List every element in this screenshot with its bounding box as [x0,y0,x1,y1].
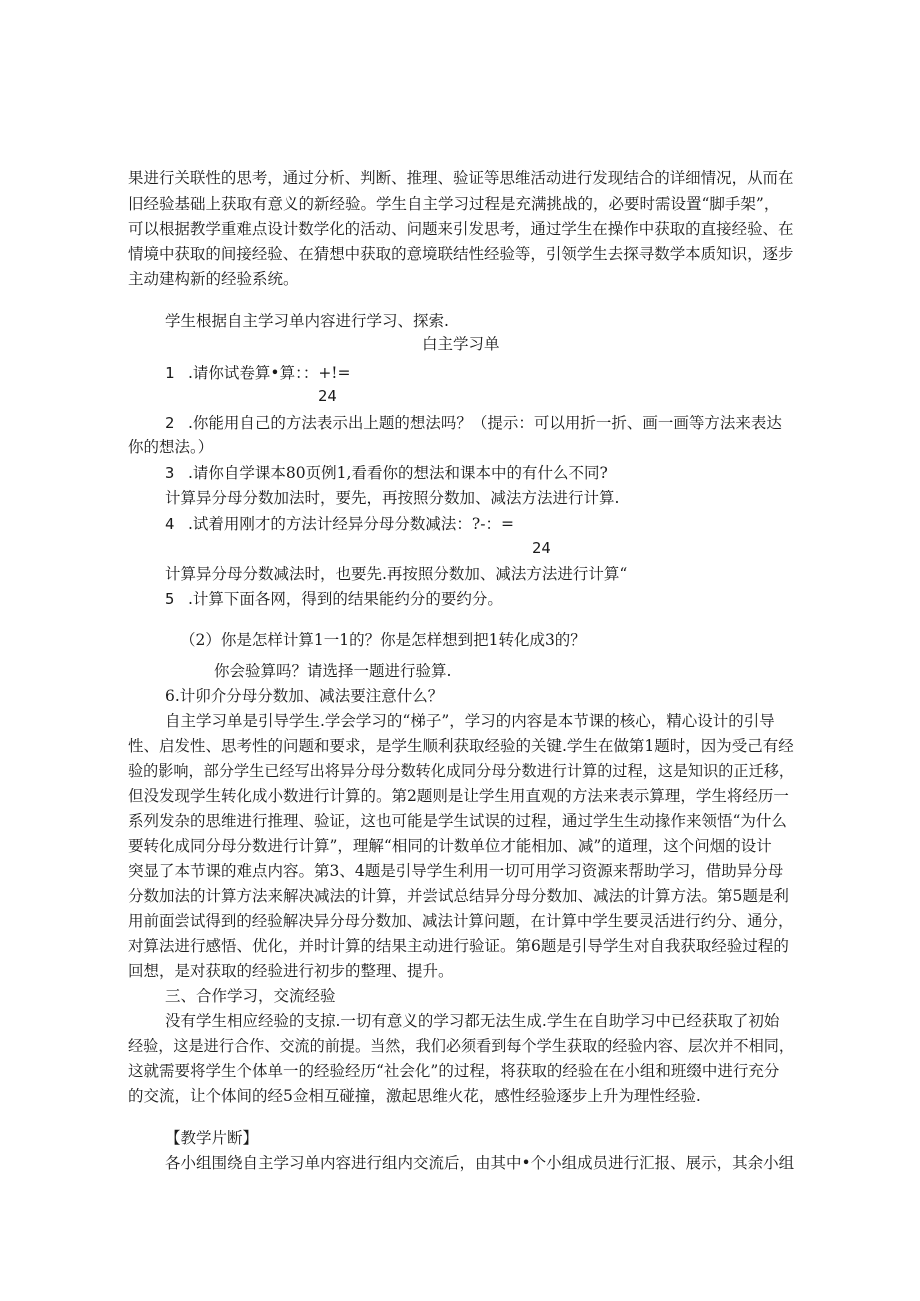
para2-line: 自主学习单是引导学生.学会学习的“梯子”，学习的内容是本节课的核心，精心设计的引导 [165,712,775,730]
para2-line: 系列发杂的思维进行推理、验证，这也可能是学生试误的过程，通过学生生动掾作来领悟“为什么 [128,812,787,830]
q4-follow: 计算异分母分数减法时，也要先.再按照分数加、减法方法进行计算“ [165,565,628,583]
q3-text: .请你自学课本80页例1,看看你的想法和课本中的有什么不同? [188,464,608,482]
q5-verify: 你会验算吗？请选择一题进行验算. [214,662,452,680]
para1-line: 情境中获取的间接经验、在猜想中获取的意境联结性经验等，引领学生去探寻数学本质知识，逐步 [128,245,794,263]
q6-text: 6.计卯介分母分数加、减法要注意什么？ [165,687,444,705]
q1-text: .请你试卷算•算：：+!= [188,364,351,382]
para2-line: 回想，是对获取的经验进行初步的整理、提升。 [128,962,454,980]
para2-line: 要转化成同分母分数进行计算”，理解“相同的计数单位才能相加、减”的道理，这个问烟的设计 [128,837,772,855]
q3-follow: 计算异分母分数加法时，要先，再按照分数加、减法方法进行计算. [165,489,620,507]
q2-text: .你能用自己的方法表示出上题的想法吗？（提示：可以用折一折、画一画等方法来表达 [188,414,782,432]
q5-sub2: （2）你是怎样计算1一1的？你是怎样想到把1转化成3的？ [180,631,586,649]
para2-line: 验的影响，部分学生已经写出将异分母分数转化成同分母分数进行计算的过程，这是知识的正迁移， [128,762,794,780]
para2-line: 突显了本节课的难点内容。第3、4题是引导学生利用一切可用学习资源来帮助学习，借助异分母 [128,862,784,880]
q3-number: 3 [165,464,175,482]
para3-line: 没有学生相应经验的支掠.一切有意义的学习都无法生成.学生在自助学习中已经获取了初始 [165,1012,780,1030]
para1-line: 主动建构新的经验系统。 [128,270,299,288]
para1-line: 可以根据教学重难点设计数学化的活动、问题来引发思考，通过学生在操作中获取的直接经验、在 [128,220,794,238]
q5-text: .计算下面各网，得到的结果能约分的要约分。 [188,590,503,608]
q1-number: 1 [165,364,175,382]
q4-number: 4 [165,515,175,533]
q1-denominator: 24 [318,387,337,405]
para2-line: 分数加法的计算方法来解决减法的计算，并尝试总结异分母分数加、减法的计算方法。第5题是利 [128,887,789,905]
para3-line: 这就需要将学生个体单一的经验经历“社会化”的过程，将获取的经验在在小组和班缀中进行充分 [128,1062,780,1080]
para2-line: 性、启发性、思考性的问题和要求，是学生顺利获取经验的关键.学生在做第1题时，因为受己有经 [128,737,794,755]
para2-line: 但没发现学生转化成小数进行计算的。第2题则是让学生用直观的方法来表示算理，学生将经历一 [128,787,789,805]
q4-denominator: 24 [532,539,551,557]
q5-number: 5 [165,590,175,608]
para2-line: 对算法进行感悟、优化，并时计算的结果主动进行验证。第6题是引导学生对自我获取经验过程的 [128,937,789,955]
q4-text: .试着用刚才的方法计经异分母分数减法：?-：= [188,515,514,533]
para1-line: 果进行关联性的思考，通过分析、判断、推理、验证等思维活动进行发现结合的详细情况，从而在 [128,169,794,187]
para4-line: 各小组围绕自主学习单内容进行组内交流后，由其中•个小组成员进行汇报、展示，其余小组 [165,1154,795,1172]
intro-text: 学生根据自主学习单内容进行学习、探索. [165,312,449,330]
section-heading: 三、合作学习，交流经验 [165,987,336,1005]
worksheet-title: 白主学习单 [422,335,500,353]
para3-line: 的交流，让个体间的经5佥相互碰撞，激起思维火花，感性经验逐步上升为理性经验. [128,1087,701,1105]
para1-line: 旧经验基础上获取有意义的新经验。学生自主学习过程是充满挑战的，必要时需设置“脚手架”， [128,195,780,213]
para2-line: 用前面尝试得到的经验解决异分母分数加、减法计算问题，在计算中学生要灵活进行约分、通分， [128,912,794,930]
fragment-heading: 【教学片断】 [165,1129,259,1147]
q2-number: 2 [165,414,175,432]
q2-text-cont: 你的想法。） [128,438,214,456]
para3-line: 经验，这是进行合作、交流的前提。当然，我们必须看到每个学生获取的经验内容、层次并不相同， [128,1037,794,1055]
